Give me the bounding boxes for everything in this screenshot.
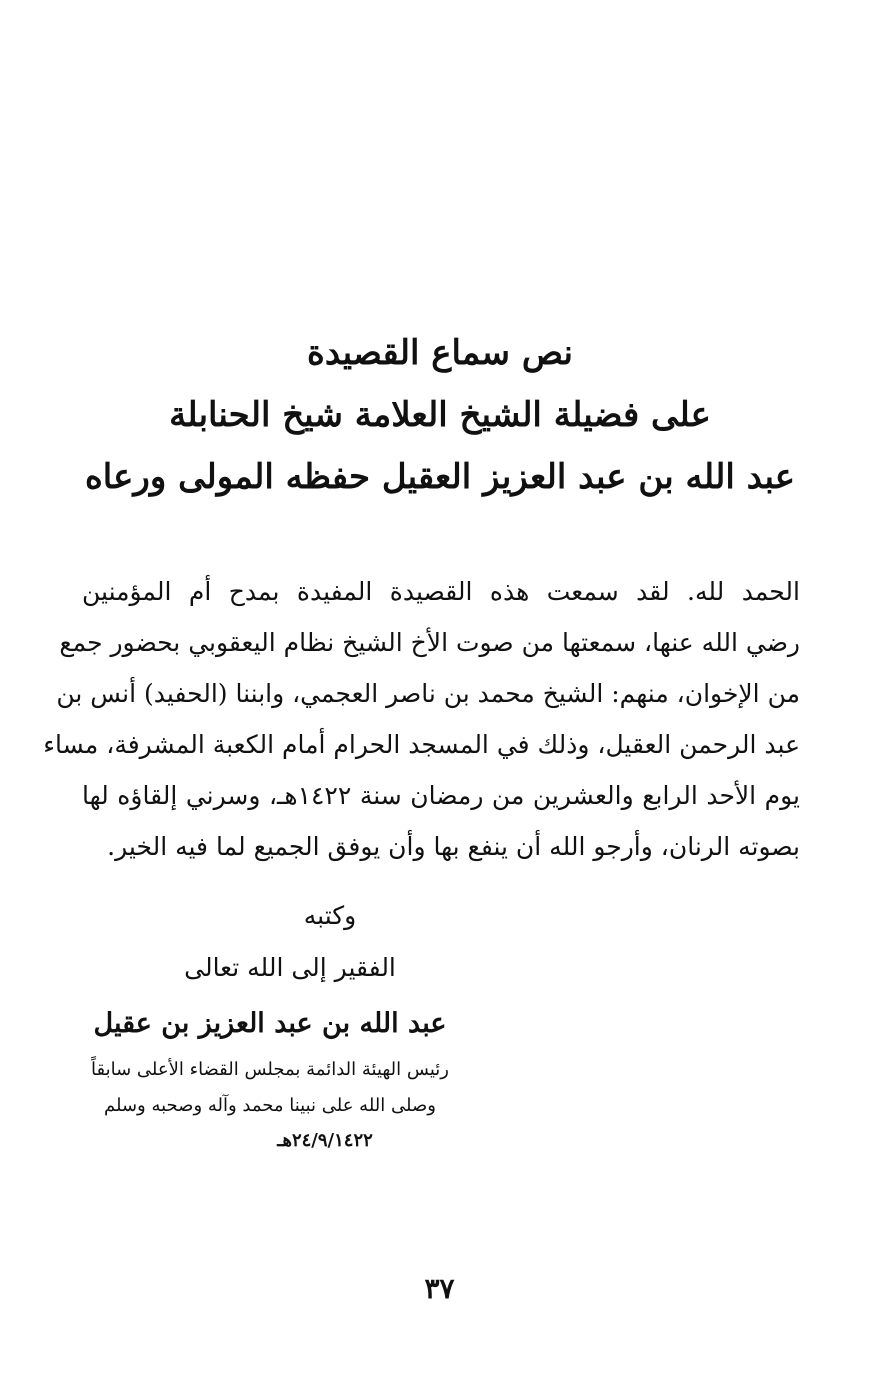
title-line-1: نص سماع القصيدة <box>307 333 573 373</box>
body-paragraph <box>43 566 800 872</box>
body-line-2: رضي الله عنها، سمعتها من صوت الأخ الشيخ نظام اليعقوبي بحضور جمع <box>59 628 800 657</box>
body-line-3: من الإخوان، منهم: الشيخ محمد بن ناصر العجمي، وابننا (الحفيد) أنس بن <box>56 679 800 708</box>
body-line-4: عبد الرحمن العقيل، وذلك في المسجد الحرام أمام الكعبة المشرفة، مساء <box>43 730 800 759</box>
signature-date: ٢٤/٩/١٤٢٢هـ <box>277 1130 373 1151</box>
signature-role: رئيس الهيئة الدائمة بمجلس القضاء الأعلى سابقاً <box>91 1059 449 1080</box>
body-line-6: بصوته الرنان، وأرجو الله أن ينفع بها وأن يوفق الجميع لما فيه الخير. <box>107 832 800 861</box>
signature-wrote: وكتبه <box>303 901 357 930</box>
title-line-3: عبد الله بن عبد العزيز العقيل حفظه المولى ورعاه <box>84 457 796 497</box>
page-number: ٣٧ <box>424 1272 455 1305</box>
signature-prayer: وصلى الله على نبينا محمد وآله وصحبه وسلم <box>104 1095 436 1116</box>
body-line-1: الحمد لله. لقد سمعت هذه القصيدة المفيدة بمدح أم المؤمنين <box>82 577 800 606</box>
signature-name: عبد الله بن عبد العزيز بن عقيل <box>93 1008 447 1039</box>
signature-block <box>80 892 460 1158</box>
signature-faqir: الفقير إلى الله تعالى <box>184 953 396 982</box>
body-line-5: يوم الأحد الرابع والعشرين من رمضان سنة ١٤٢٢هـ، وسرني إلقاؤه لها <box>82 781 800 810</box>
title-block <box>80 322 800 508</box>
title-line-2: على فضيلة الشيخ العلامة شيخ الحنابلة <box>169 395 711 435</box>
